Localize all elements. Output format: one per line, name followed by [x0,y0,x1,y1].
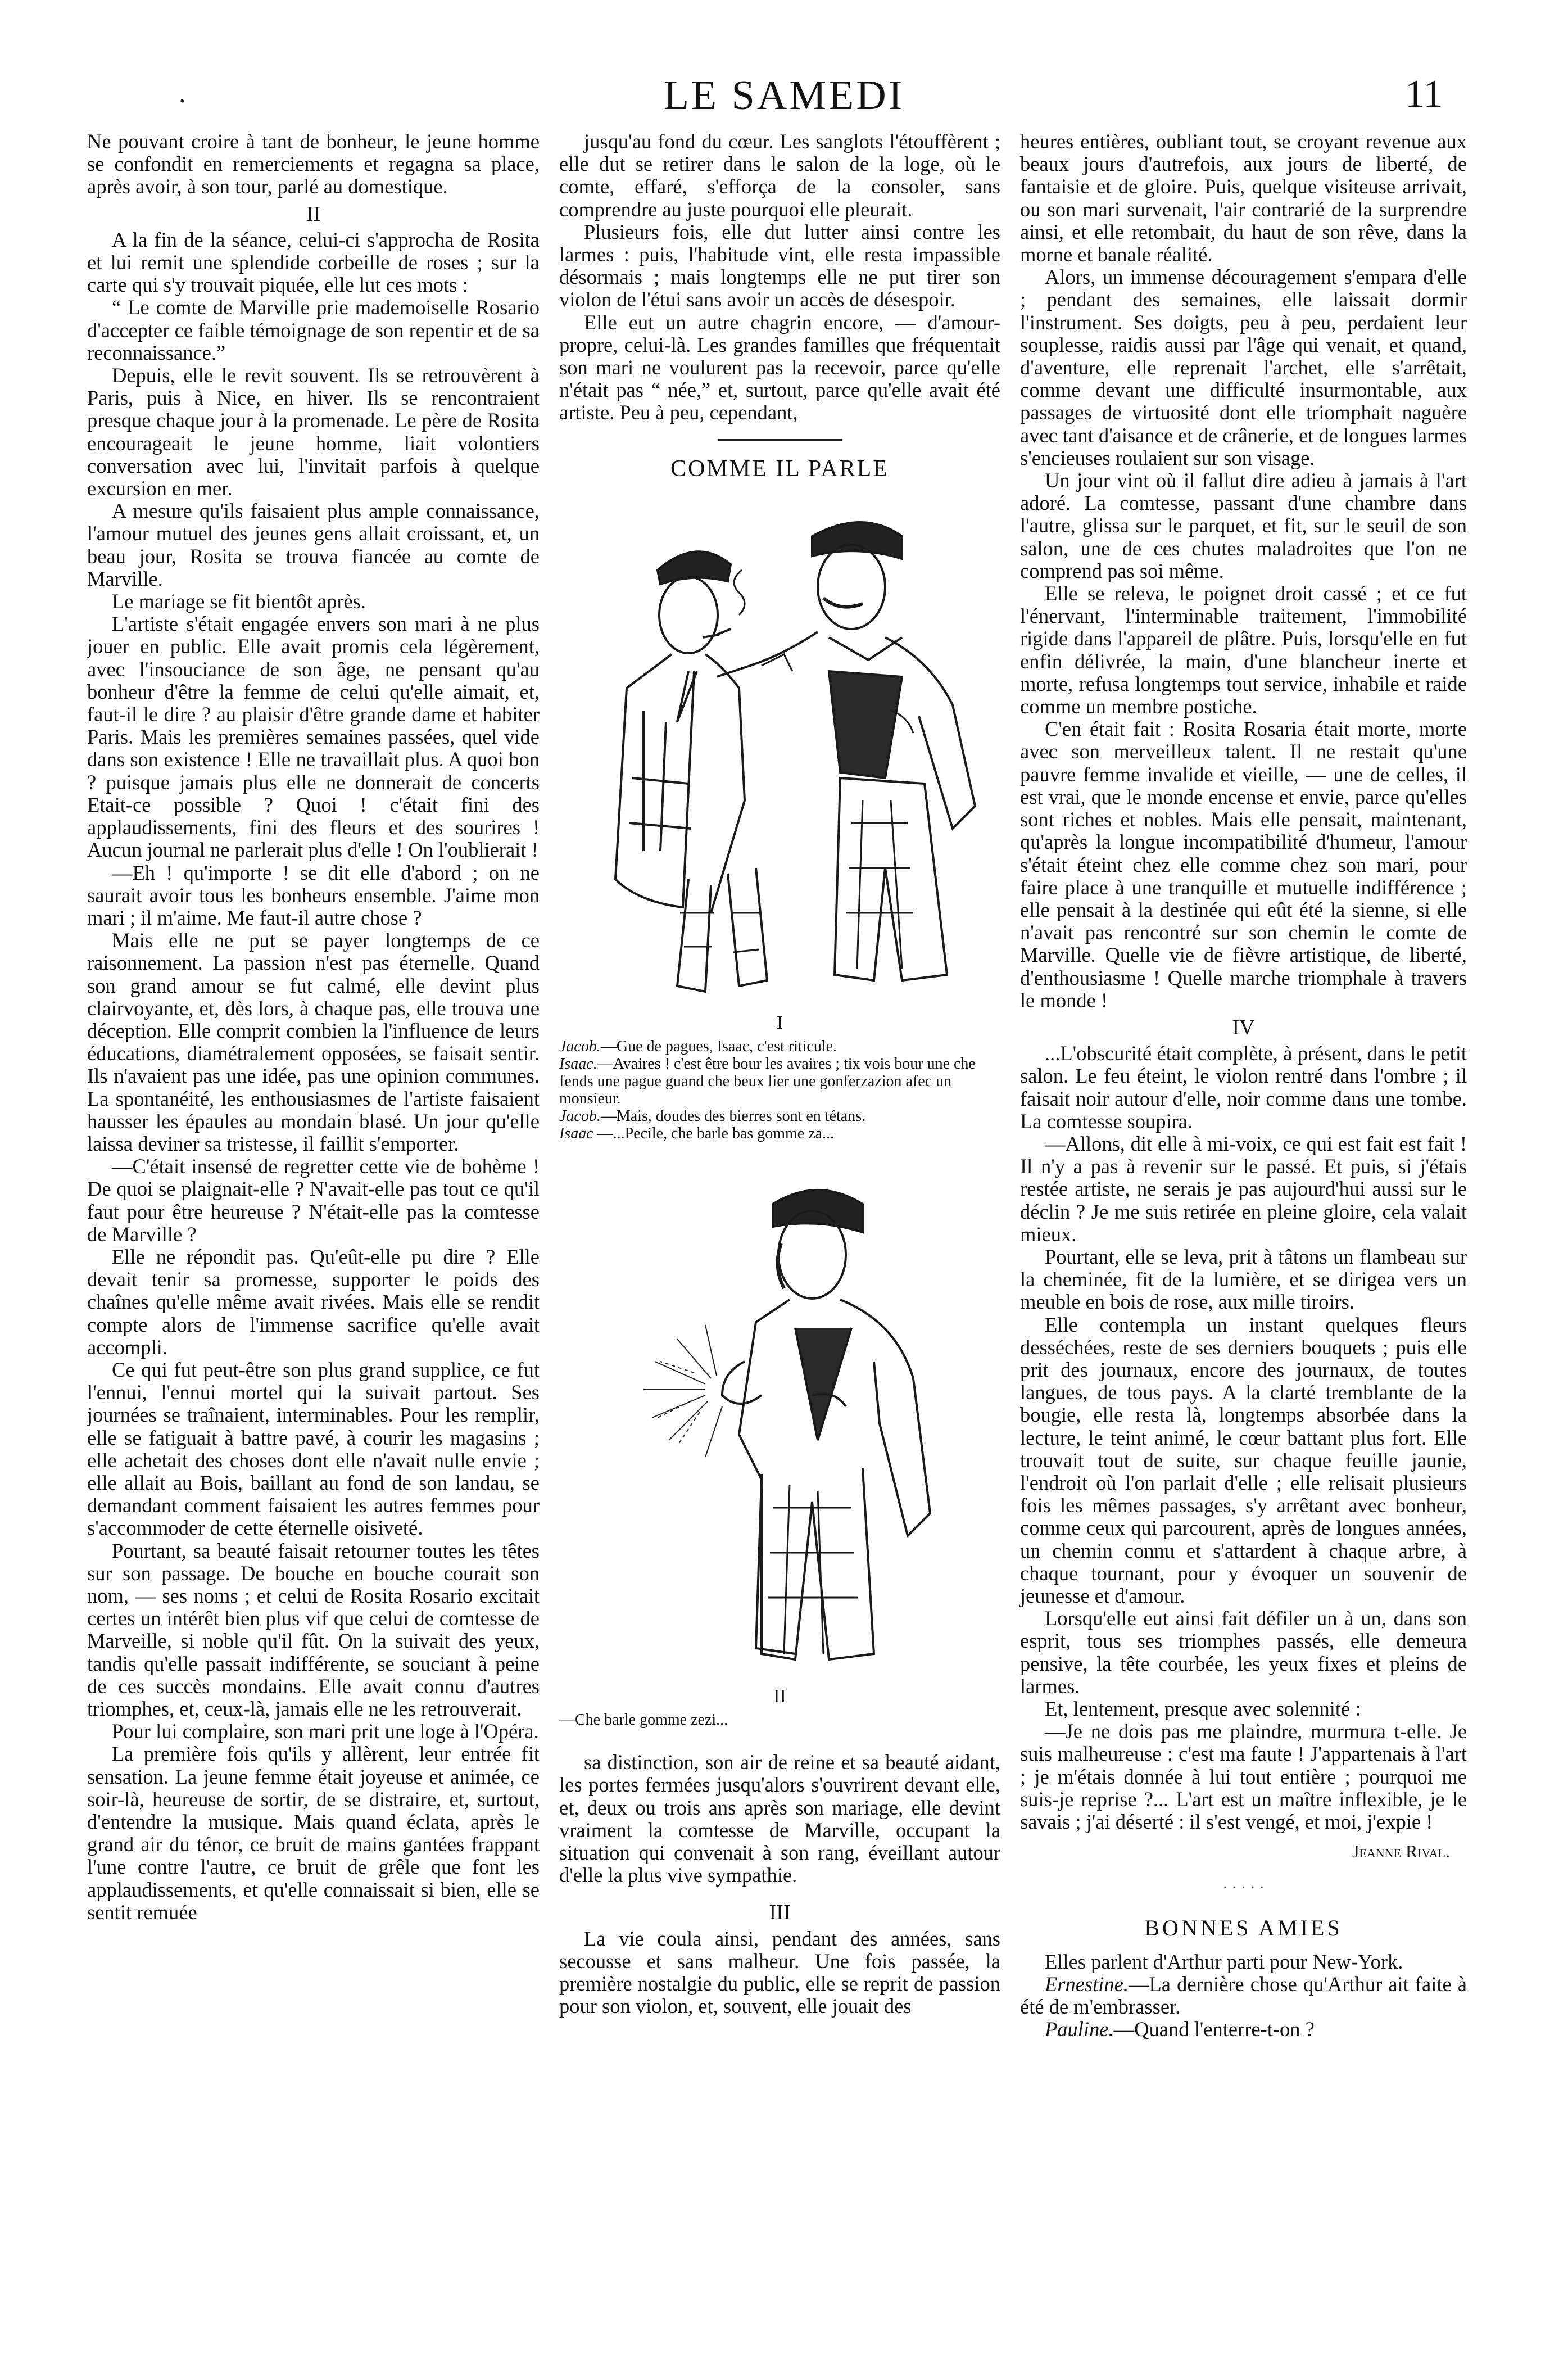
paragraph: Lorsqu'elle eut ainsi fait défiler un à un, dans son esprit, tous ses triomphes passés, elle demeura pensive, la tête courbée, les yeux fixes et pleins de larmes. [1020,1607,1467,1698]
paragraph: Pour lui complaire, son mari prit une loge à l'Opéra. [112,1720,539,1743]
figure-number: II [773,1686,786,1707]
paragraph: sa distinction, son air de reine et sa beauté aidant, les portes fermées jusqu'alors s'ouvrirent devant elle, et, deux ou trois ans après son mariage, elle devint vraiment la comtesse de Marville, occupant la situation qui convenait à son rang, éveillant autour d'elle la plus vive sympathie. [559,1751,1000,1887]
paragraph: Ce qui fut peut-être son plus grand supplice, ce fut l'ennui, l'ennui mortel qui la suivait partout. Ses journées se traînaient, interminables. Pour les remplir, elle se fatiguait à battre pavé, à courir les magasins ; elle achetait des choses dont elle n'avait nulle envie ; elle allait au Bois, baillant au fond de son landau, se demandant comment faisaient les autres femmes pour s'accommoder de cette éternelle oisiveté. [87,1358,540,1540]
dialogue-text: —La dernière chose qu'Arthur ait faite à été de m'embrasser. [1020,1973,1467,2019]
divider-dots: · · · · · [1222,1879,1265,1897]
speaker-name: Pauline. [1045,2018,1114,2041]
figure-number: I [776,1012,783,1033]
man-gesturing-drawing [559,1159,1000,1682]
paragraph: La vie coula ainsi, pendant des années, sans secousse et sans malheur. Une fois passée, la première nostalgie du public, elle se reprit de passion pour son violon, et, souvent, elle jouait des [559,1926,1000,2018]
dialogue-text: —Quand l'enterre-t-on ? [1113,2018,1315,2041]
column-right [1020,130,1467,2041]
newspaper-title: LE SAMEDI [663,73,905,119]
paragraph: Ne pouvant croire à tant de bonheur, le jeune homme se confondit en remerciements et regagna sa place, après avoir, à son tour, parlé au domestique. [87,130,540,198]
paragraph: Pourtant, elle se leva, prit à tâtons un flambeau sur la cheminée, fit de la lumière, et se dirigea vers un meuble en bois de rose, aux mille tiroirs. [1020,1245,1467,1314]
caption-text: —Avaires ! c'est être bour les avaires ; tix vois bour une che fends une pague guand che beux lier une gonferzazion afec un monsieur. [559,1055,976,1108]
two-men-talking-drawing [559,486,1000,1008]
paragraph: —C'était insensé de regretter cette vie de bohème ! De quoi se plaignait-elle ? N'avait-elle pas tout ce qu'il faut pour être heureuse ? N'était-elle pas la comtesse de Marville ? [87,1155,540,1246]
section-number: II [306,202,321,226]
column-middle [559,130,1000,2018]
illustration-1 [559,486,1000,1142]
paragraph: Depuis, elle le revit souvent. Ils se retrouvèrent à Paris, puis à Nice, en hiver. Ils se rencontraient presque chaque jour à la promenade. Le père de Rosita encourageait le jeune homme, liait volontiers conversation avec lui, l'invitait parfois à quelque excursion en mer. [87,364,540,500]
column-left [87,130,540,1924]
paragraph: Pourtant, sa beauté faisait retourner toutes les têtes sur son passage. De bouche en bouche courait son nom, — ses noms ; et celui de Rosita Rosario excitait certes un intérêt bien plus vif que celui de comtesse de Marveille, si noble qu'il fût. On la suivait des yeux, tandis qu'elle passait indifférente, se souciant à peine de ces succès mondains. Elle avait connu d'autres triomphes, et, ceux-là, jamais elle ne les retrouverait. [87,1539,540,1721]
paragraph: heures entières, oubliant tout, se croyant revenue aux beaux jours d'autrefois, aux jours de liberté, de fantaisie et de gloire. Puis, quelque visiteuse arrivait, ou son mari survenait, l'air contrarié de la surprendre ainsi, et elle retombait, du haut de son rêve, dans la morne et banale réalité. [1020,130,1467,266]
section-number: III [769,1901,791,1925]
paragraph: Elle se releva, le poignet droit cassé ; et ce fut l'énervant, l'interminable traitement, l'immobilité rigide dans l'appareil de plâtre. Puis, lorsqu'elle en fut enfin délivrée, la main, d'une blancheur inerte et morte, refusa longtemps tout service, inhabile et raide comme un membre postiche. [1020,582,1467,718]
paragraph: A mesure qu'ils faisaient plus ample connaissance, l'amour mutuel des jeunes gens allait croissant, et, un beau jour, Rosita se trouva fiancée au comte de Marville. [87,499,540,590]
caption-line [559,1125,1000,1142]
paragraph: Elle ne répondit pas. Qu'eût-elle pu dire ? Elle devait tenir sa promesse, supporter le poids des chaînes qu'elle même avait rivées. Mais elle se rendit compte alors de l'immense sacrifice qu'elle avait accompli. [87,1245,540,1359]
caption-text: —Mais, doudes des bierres sont en tétans. [600,1107,866,1125]
paragraph: Elles parlent d'Arthur parti pour New-York. [1045,1950,1403,1973]
page-number: 11 [1405,73,1443,116]
paragraph: Le mariage se fit bientôt après. [112,590,366,613]
article-title: COMME IL PARLE [670,455,889,482]
paragraph: —Allons, dit elle à mi-voix, ce qui est fait est fait ! Il n'y a pas à revenir sur le passé. Et puis, si j'étais restée artiste, ne serais je pas aujourd'hui aussi sur le déclin ? Je me suis retirée en pleine gloire, cela valait mieux. [1020,1132,1467,1246]
figure-caption: —Che barle gomme zezi... [559,1711,728,1729]
caption-line [559,1055,1000,1107]
paragraph: “ Le comte de Marville prie mademoiselle Rosario d'accepter ce faible témoignage de son repentir et de sa reconnaissance.” [87,296,540,364]
figure-caption [559,1038,1000,1142]
page-header [0,72,1568,123]
header-dot: . [179,77,186,108]
dialogue-line [1020,2018,1467,2041]
paragraph: Elle eut un autre chagrin encore, — d'amour-propre, celui-là. Les grandes familles que fréquentait son mari ne voulurent pas la recevoir, parce qu'elle n'était pas “ née,” et, surtout, parce qu'elle avait été artiste. Peu à peu, cependant, [559,310,1000,424]
divider-rule [718,439,842,441]
paragraph: Un jour vint où il fallut dire adieu à jamais à l'art adoré. La comtesse, passant d'une chambre dans l'autre, glissa sur le parquet, et fit, sur le seuil de son salon, une de ces chutes maladroites que l'on ne comprend pas soi même. [1020,469,1467,582]
paragraph: C'en était fait : Rosita Rosaria était morte, morte avec son merveilleux talent. Il ne restait qu'une pauvre femme invalide et vieille, — une de celles, il est vrai, que le monde encense et envie, parce qu'elles sont riches et nobles. Mais elle pensait, maintenant, qu'après la longue incompatibilité d'humeur, l'amour s'était éteint chez elle comme chez son mari, pour faire place à une tranquille et mutuelle indifférence ; elle pensait à la destinée qui eût été la sienne, si elle n'avait pas rencontré sur son chemin le comte de Marville. Quelle vie de fièvre artistique, de liberté, d'enthousiasme ! Quelle marche triomphale à travers le monde ! [1020,717,1467,1012]
speaker-name: Isaac [559,1125,593,1143]
paragraph: Elle contempla un instant quelques fleurs desséchées, reste de ses derniers bouquets ; puis elle prit des journaux, encore des journaux, de toutes langues, de tous pays. A la clarté tremblante de la bougie, elle resta là, longtemps absorbée dans la lecture, le teint animé, le cœur battant plus fort. Elle trouvait tout de suite, sur chaque feuille jaunie, l'endroit où l'on parlait d'elle ; elle relisait plusieurs fois les mêmes passages, s'y arrêtant avec bonheur, comme ceux qui parcourent, après de longues années, un chemin connu et s'attardent à chaque arbre, à chaque tournant, pour y évoquer un souvenir de jeunesse et d'amour. [1020,1313,1467,1607]
illustration-2 [559,1159,1000,1729]
paragraph: L'artiste s'était engagée envers son mari à ne plus jouer en public. Elle avait promis cela légèrement, avec l'insouciance de son âge, ne pensant qu'au bonheur d'être la femme de celui qu'elle aimait, et, faut-il le dire ? au plaisir d'être grande dame et habiter Paris. Mais les premières semaines passées, quel vide dans son existence ! Elle ne travaillait plus. A quoi bon ? puisque jamais plus elle ne donnerait de concerts Etait-ce possible ? Quoi ! c'était fini des applaudissements, fini des fleurs et des sourires ! Aucun journal ne parlerait plus d'elle ! On l'oublierait ! [87,612,540,862]
speaker-name: Jacob. [559,1038,601,1056]
paragraph: A la fin de la séance, celui-ci s'approcha de Rosita et lui remit une splendide corbeille de roses ; sur la carte qui s'y trouvait piquée, elle lut ces mots : [87,228,540,297]
paragraph: Alors, un immense découragement s'empara d'elle ; pendant des semaines, elle laissait dormir l'instrument. Ses doigts, peu à peu, perdaient leur souplesse, raidis aussi par l'âge qui venait, et quand, d'aventure, elle reprenait l'archet, elle s'arrêtait, comme devant une difficulté insurmontable, aux passages de virtuosité dont elle triomphait naguère avec tant d'aisance et de crânerie, et de longues larmes s'encieuses roulaient sur son visage. [1020,265,1467,469]
author-signature: Jeanne Rival. [1352,1841,1450,1862]
anecdote-title: BONNES AMIES [1144,1915,1343,1941]
paragraph: Plusieurs fois, elle dut lutter ainsi contre les larmes : puis, l'habitude vint, elle resta impassible désormais ; mais longtemps elle ne put tirer son violon de l'étui sans avoir un accès de désespoir. [559,220,1000,311]
paragraph: La première fois qu'ils y allèrent, leur entrée fit sensation. La jeune femme était joyeuse et animée, ce soir-là, heureuse de sortir, de se distraire, et, surtout, d'entendre la musique. Mais quand éclata, après le grand air du ténor, ce bruit de mains gantées frappant l'une contre l'autre, ce bruit de grêle que font les applaudissements, et qu'elle connaissait si bien, elle se sentit remuée [87,1742,540,1924]
dialogue-line [1020,1973,1467,2018]
speaker-name: Ernestine. [1045,1973,1129,1996]
paragraph: —Eh ! qu'importe ! se dit elle d'abord ; on ne saurait avoir tous les bonheurs ensemble. J'aime mon mari ; il m'aime. Me faut-il autre chose ? [87,861,540,929]
caption-line [559,1107,1000,1125]
paragraph: —Je ne dois pas me plaindre, murmura t-elle. Je suis malheureuse : c'est ma faute ! J'appartenais à l'art ; je m'étais donnée à lui tout entière ; pourquoi me suis-je reprise ?... L'art est un maître inflexible, je le savais ; j'ai déserté : il s'est vengé, et moi, j'expie ! [1020,1720,1467,1834]
paragraph: ...L'obscurité était complète, à présent, dans le petit salon. Le feu éteint, le violon rentré dans l'ombre ; il faisait noir autour d'elle, noir comme dans une tombe. La comtesse soupira. [1020,1042,1467,1133]
paragraph: Mais elle ne put se payer longtemps de ce raisonnement. La passion n'est pas éternelle. Quand son grand amour se fut calmé, elle devint plus clairvoyante, et, dès lors, à chaque pas, elle trouva une déception. Elle comprit combien la l'influence de leurs éducations, diamétralement opposées, se faisait sentir. Ils n'avaient pas une idée, pas une opinion communes. La spontanéité, les enthousiasmes de l'artiste faisaient hausser les épaules au mondain blasé. Un jour qu'elle laissa deviner sa tristesse, il faillit s'emporter. [87,929,540,1155]
paragraph: Et, lentement, presque avec solennité : [1045,1697,1361,1721]
caption-text: —Gue de pagues, Isaac, c'est riticule. [600,1038,837,1056]
speaker-name: Isaac. [559,1055,597,1073]
caption-line [559,1038,1000,1055]
caption-text: —...Pecile, che barle bas gomme za... [597,1125,835,1143]
paragraph: jusqu'au fond du cœur. Les sanglots l'étouffèrent ; elle dut se retirer dans le salon de la loge, où le comte, effaré, s'efforça de la consoler, sans comprendre au juste pourquoi elle pleurait. [559,130,1000,221]
speaker-name: Jacob. [559,1107,601,1125]
section-number: IV [1232,1015,1255,1039]
